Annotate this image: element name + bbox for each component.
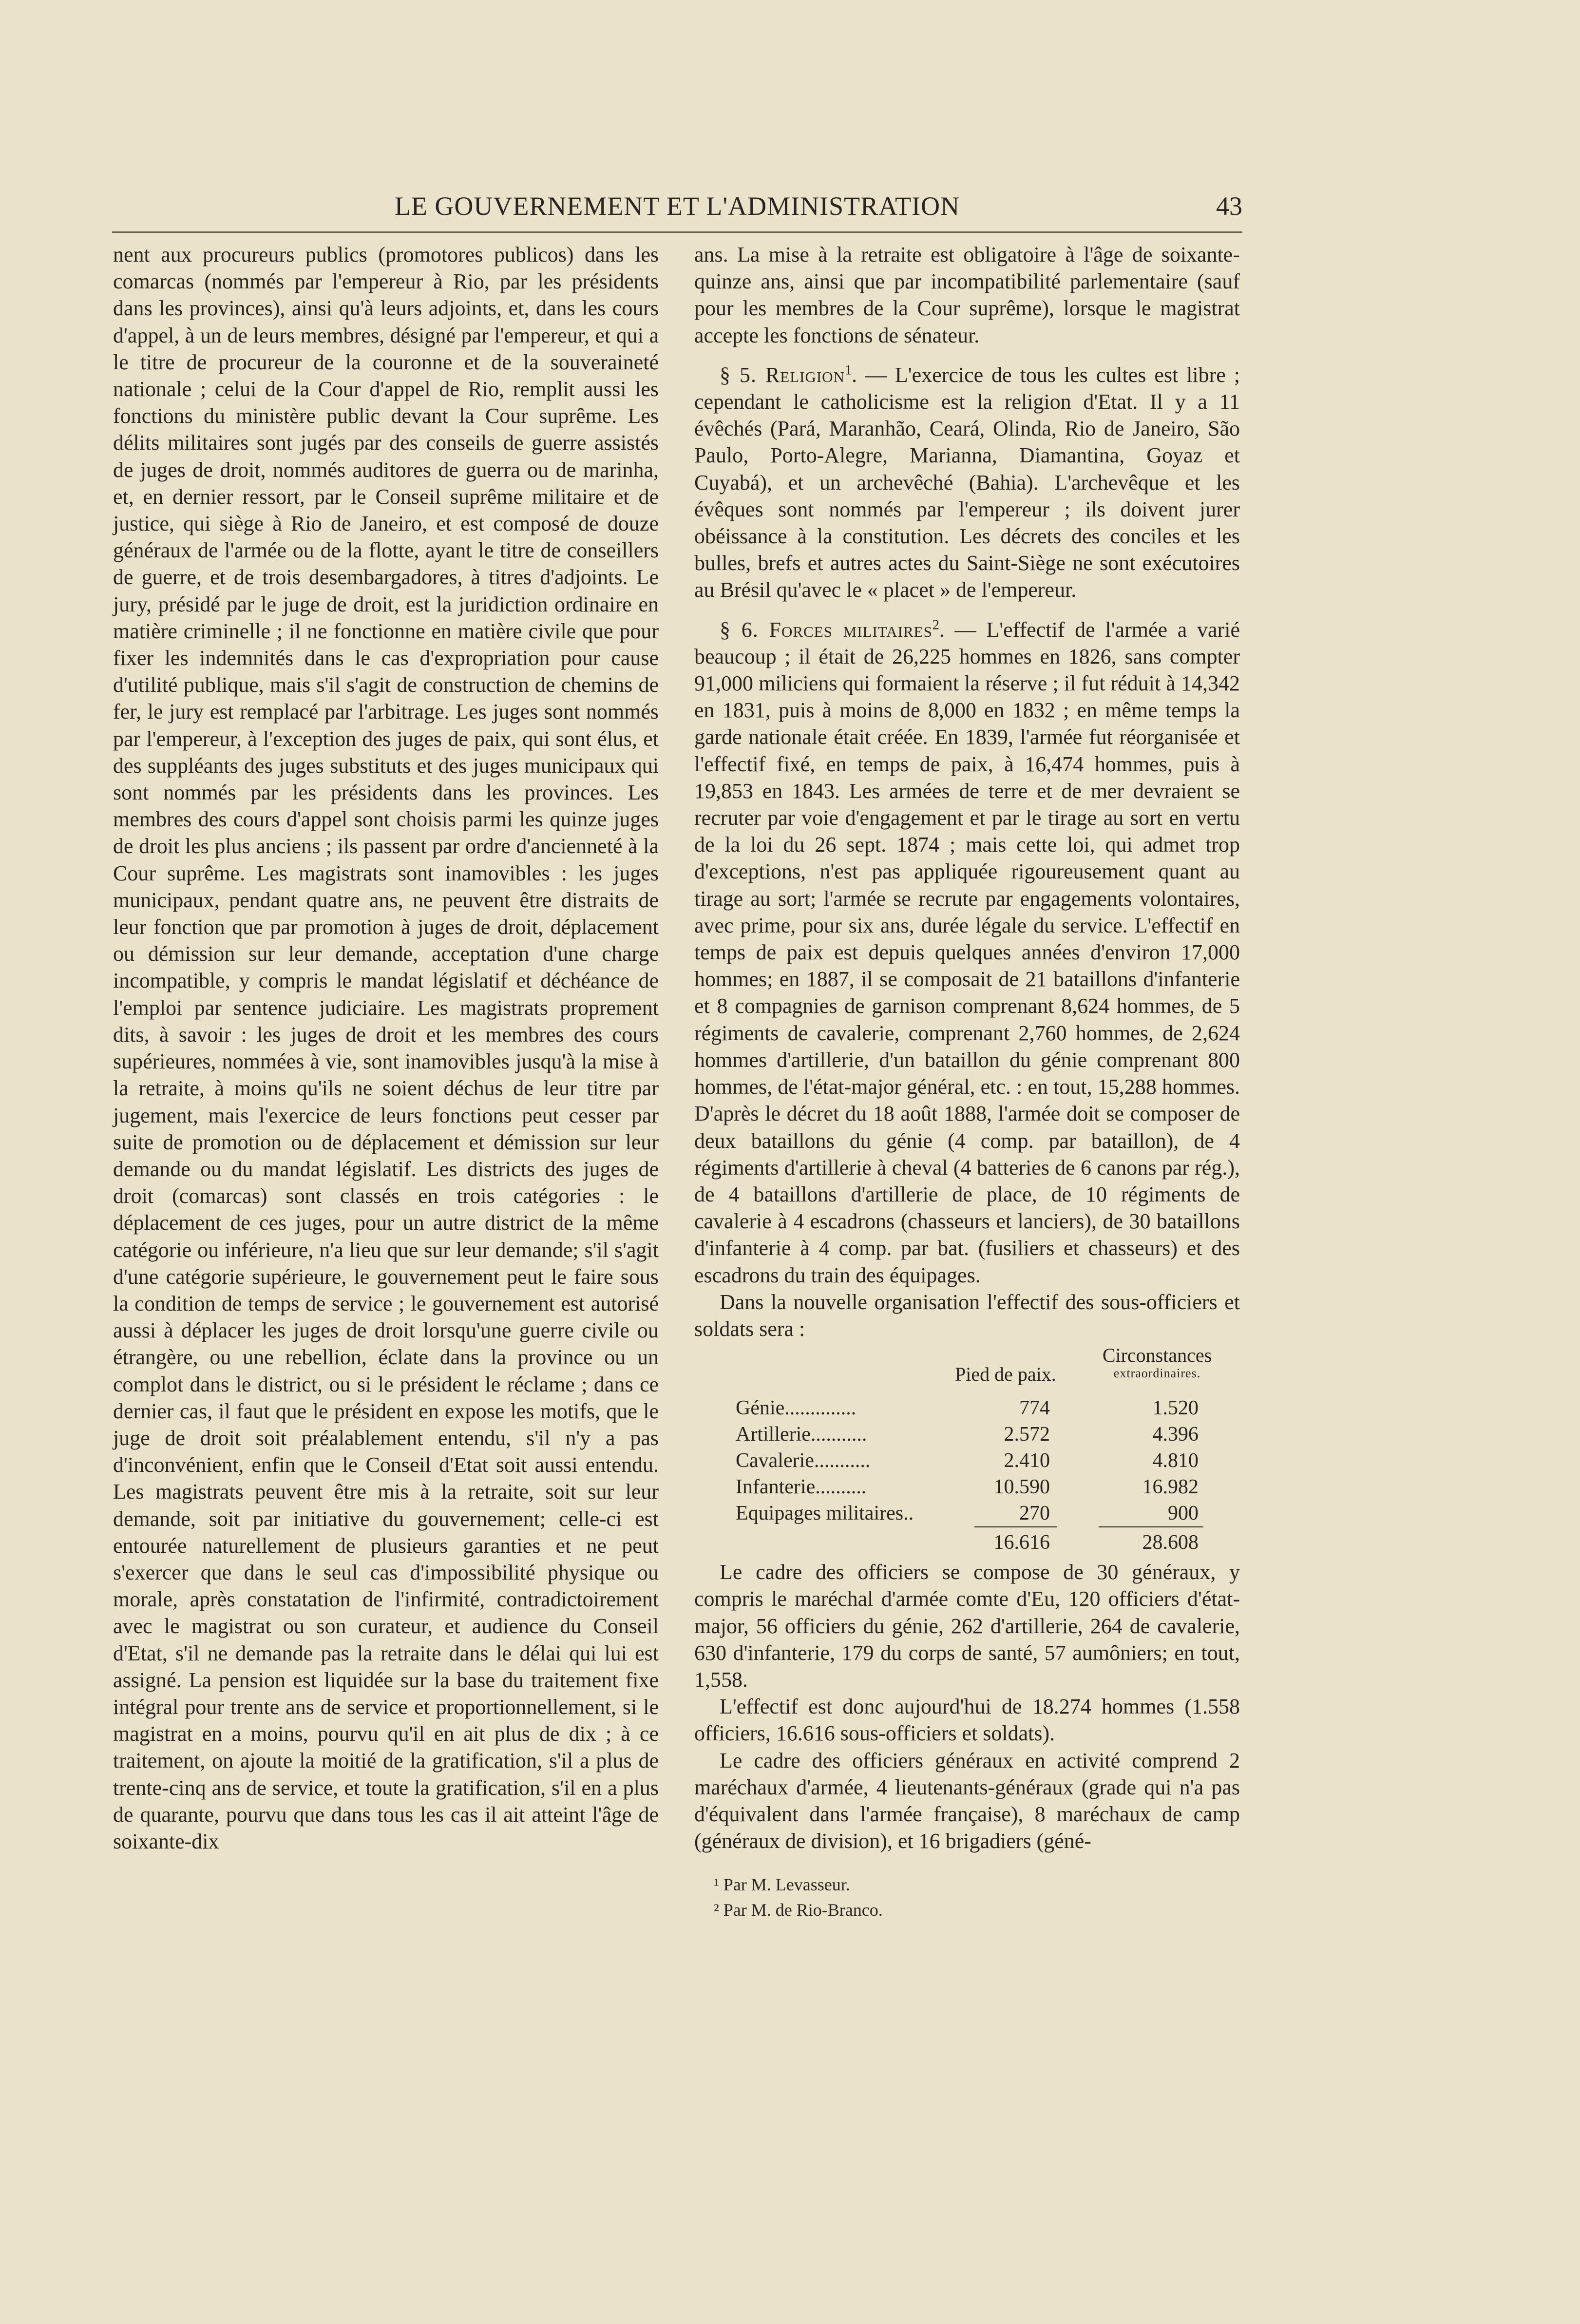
footnote-1: ¹ Par M. Levasseur. [714,1875,850,1895]
paragraph-effectif: L'effectif est donc aujourd'hui de 18.274 hommes (1.558 officiers, 16.616 sous-officiers et soldats). [694,1695,1240,1746]
footnote-ref-1: 1 [844,362,852,378]
forces-text: . — L'effectif de l'armée a varié beaucoup ; il était de 26,225 hommes en 1826, sans compter 91,000 miliciens qui formaient la réserve ; il fut réduit à 14,342 en 1831, puis à moins de 8,000 en 1832 ; en même temps la garde nationale était créée. En 1839, l'armée fut réorganisée et l'effectif fixé, en temps de paix, à 16,474 hommes, puis à 19,853 en 1843. Les armées de terre et de mer devraient se recruter par voie d'engagement et par le tirage au sort en vertu de la loi du 26 sept. 1874 ; mais cette loi, qui admet trop d'exceptions, n'est pas appliquée rigoureusement quant au tirage au sort; l'armée se recrute par engagements volontaires, avec prime, pour six ans, durée légale du service. L'effectif en temps de paix est depuis quelques années d'environ 17,000 hommes; en 1887, il se composait de 21 bataillons d'infanterie et 8 compagnies de garnison comprenant 8,624 hommes, de 5 régiments de cavalerie, comprenant 2,760 hommes, de 2,624 hommes d'artillerie, d'un bataillon du génie comprenant 800 hommes, de l'état-major général, etc. : en tout, 15,288 hommes. D'après le décret du 18 août 1888, l'armée doit se composer de deux bataillons du génie (4 comp. par bataillon), de 4 régiments d'artillerie à cheval (4 batteries de 6 canons par rég.), de 4 bataillons d'artillerie de place, de 10 régiments de cavalerie à 4 escadrons (chasseurs et lanciers), de 30 bataillons d'infanterie à 4 comp. par bat. (fusiliers et chasseurs) et des escadrons du train des équipages. [694,617,1240,1287]
left-column [113,241,659,1855]
table-header [694,1344,1240,1395]
footnote-ref-2: 2 [932,617,939,632]
table-total-row [694,1526,1240,1559]
total-extra: 28.608 [1142,1531,1199,1554]
table-row: Génie.............. 774 1.520 [736,1397,1199,1420]
header-pied-de-paix: Pied de paix. [955,1363,1056,1386]
header-rule [112,231,1242,233]
table-intro: Dans la nouvelle organisation l'effectif des sous-officiers et soldats sera : [694,1290,1240,1341]
paragraph-retraite: ans. La mise à la retraite est obligatoire à l'âge de soixante-quinze ans, ainsi que par incompatibilité parlementaire (sauf pour les membres de la Cour suprême), lorsque le magistrat accepte les fonctions de sénateur. [694,243,1240,347]
total-peace: 16.616 [993,1531,1050,1554]
section-religion [694,362,1240,604]
table-row: Artillerie........... 2.572 4.396 [736,1423,1199,1446]
paragraph-officiers: Le cadre des officiers se compose de 30 généraux, y compris le maréchal d'armée comte d'Eu, 120 officiers d'état-major, 56 officiers du génie, 262 d'artillerie, 264 de cavalerie, 630 d'infanterie, 179 du corps de santé, 57 aumôniers; en tout, 1,558. [694,1560,1240,1692]
header-extraordinaires: extraordinaires. [1113,1366,1201,1381]
table-row: Equipages militaires.. 270 900 [736,1502,1199,1525]
paragraph-cadre: Le cadre des officiers généraux en activité comprend 2 maréchaux d'armée, 4 lieutenants-généraux (grade qui n'a pas d'équivalent dans l'armée française), 8 maréchaux de camp (généraux de division), et 16 brigadiers (géné- [694,1748,1240,1853]
footnotes [694,1872,1240,1923]
section-forces-militaires [694,616,1240,1289]
total-rule [974,1526,1057,1527]
effectif-table [694,1344,1240,1559]
right-column [694,241,1240,1923]
section-heading-religion: § 5. Religion [720,362,845,387]
footnote-2: ² Par M. de Rio-Branco. [714,1900,883,1920]
religion-text: . — L'exercice de tous les cultes est libre ; cependant le catholicisme est la religion d'Etat. Il y a 11 évêchés (Pará, Maranhão, Ceará, Olinda, Rio de Janeiro, São Paulo, Porto-Alegre, Marianna, Diamantina, Goyaz et Cuyabá), et un archevêché (Bahia). L'archevêque et les évêques sont nommés par l'empereur ; ils doivent jurer obéissance à la constitution. Les décrets des conciles et les bulles, brefs et autres actes du Saint-Siège ne sont exécutoires au Brésil qu'avec le « placet » de l'empereur. [694,362,1240,602]
table-row: Cavalerie........... 2.410 4.810 [736,1449,1199,1472]
running-header [112,191,1242,235]
page-title: LE GOUVERNEMENT ET L'ADMINISTRATION [394,191,960,221]
table-row: Infanterie.......... 10.590 16.982 [736,1476,1199,1499]
section-heading-forces: § 6. Forces militaires [720,617,933,642]
header-circonstances: Circonstances extraordinaires. [1091,1344,1223,1380]
total-rule [1099,1526,1203,1527]
paragraph-magistrature: nent aux procureurs publics (promotores publicos) dans les comarcas (nommés par l'empereur à Rio, par les présidents dans les provinces), ainsi qu'à leurs adjoints, et, dans les cours d'appel, à un de leurs membres, désigné par l'empereur, et qui a le titre de procureur de la couronne et de la souveraineté nationale ; celui de la Cour d'appel de Rio, remplit aussi les fonctions du ministère public devant la Cour suprême. Les délits militaires sont jugés par des conseils de guerre assistés de juges de droit, nommés auditores de guerra ou de marinha, et, en dernier ressort, par le Conseil suprême militaire et de justice, qui siège à Rio de Janeiro, et est composé de douze généraux de l'armée ou de la flotte, ayant le titre de conseillers de guerre, et de trois desembargadores, à titres d'adjoints. Le jury, présidé par le juge de droit, est la juridiction ordinaire en matière criminelle ; il ne fonctionne en matière civile que pour fixer les indemnités dans le cas d'expropriation pour cause d'utilité publique, mais s'il s'agit de construction de chemins de fer, le jury est remplacé par l'arbitrage. Les juges sont nommés par l'empereur, à l'exception des juges de paix, qui sont élus, et des suppléants des juges substituts et des juges municipaux qui sont nommés par les présidents dans les provinces. Les membres des cours d'appel sont choisis parmi les quinze juges de droit les plus anciens ; ils passent par ordre d'ancienneté à la Cour suprême. Les magistrats sont inamovibles : les juges municipaux, pendant quatre ans, ne peuvent être distraits de leur fonction que par promotion à juges de droit, déplacement ou démission sur leur demande, acceptation d'une charge incompatible, y compris le mandat législatif et déchéance de l'emploi par sentence judiciaire. Les magistrats proprement dits, à savoir : les juges de droit et les membres des cours supérieures, nommées à vie, sont inamovibles jusqu'à la mise à la retraite, à moins qu'ils ne soient déchus de leur titre par jugement, mais l'exercice de leurs fonctions peut cesser par suite de promotion ou de déplacement et démission sur leur demande ou du mandat législatif. Les districts des juges de droit (comarcas) sont classés en trois catégories : le déplacement de ces juges, pour un autre district de la même catégorie ou inférieure, n'a lieu que sur leur demande; s'il s'agit d'une catégorie supérieure, le gouvernement peut le faire sous la condition de temps de service ; le gouvernement est autorisé aussi à déplacer les juges de droit lorsqu'une guerre civile ou étrangère, ou une rebellion, éclate dans la province ou un complot dans le district, ou si le président le réclame ; dans ce dernier cas, il faut que le président en expose les motifs, que le juge de droit soit préalablement entendu, s'il n'y a pas d'inconvénient, enfin que le Conseil d'Etat soit aussi entendu. Les magistrats peuvent être mis à la retraite, soit sur leur demande, soit par initiative du gouvernement; celle-ci est entourée naturellement de plusieurs garanties et ne peut s'exercer que dans le seul cas d'impossibilité physique ou morale, après constatation de l'infirmité, contradictoirement avec le magistrat ou son curateur, et audience du Conseil d'Etat, s'il ne demande pas la retraite dans le délai qui lui est assigné. La pension est liquidée sur la base du traitement fixe intégral pour trente ans de service et proportionnellement, si le magistrat en a moins, pourvu qu'il en ait plus de dix ; à ce traitement, on ajoute la moitié de la gratification, s'il a plus de trente-cinq ans de service, et toute la gratification, s'il en a plus de quarante, pourvu que dans tous les cas il ait atteint l'âge de soixante-dix [113,243,659,1853]
page-number: 43 [1216,191,1242,221]
